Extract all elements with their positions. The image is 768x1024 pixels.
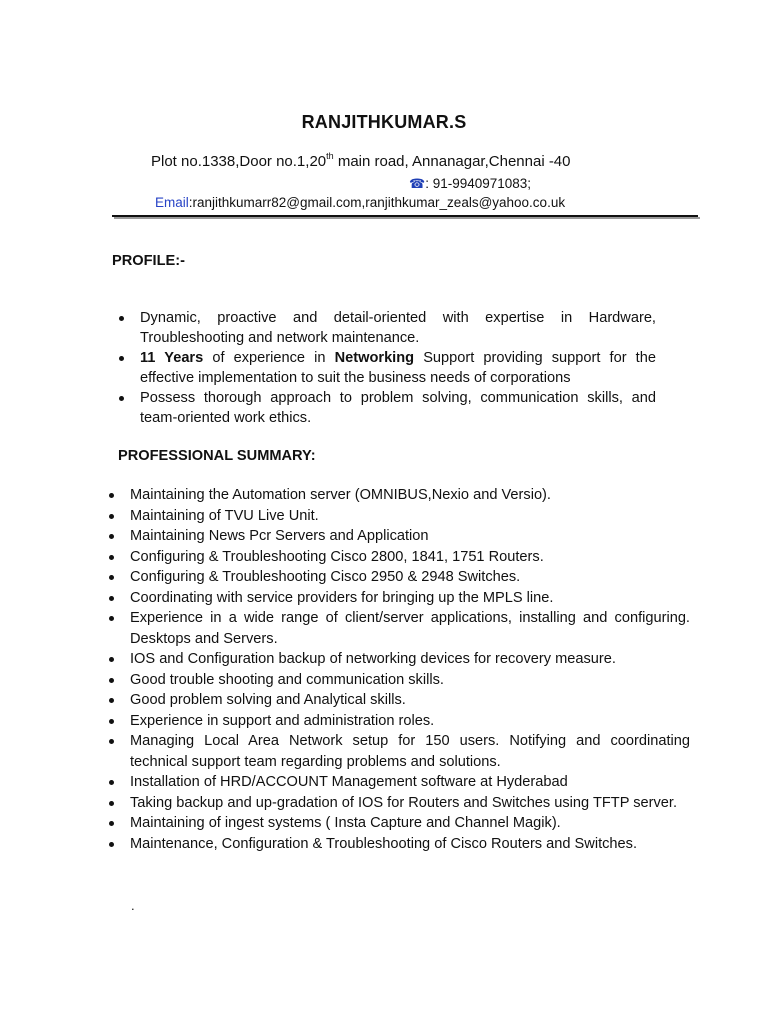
email-label: Email xyxy=(155,195,189,210)
list-item xyxy=(130,547,690,568)
profile-heading: PROFILE:- xyxy=(112,253,185,269)
trailing-mark: . xyxy=(131,898,135,913)
list-item xyxy=(130,649,690,670)
bullet-icon xyxy=(109,534,114,539)
email-value: :ranjithkumarr82@gmail.com,ranjithkumar_zeals@yahoo.co.uk xyxy=(188,195,566,210)
phone-number: : 91-9940971083; xyxy=(425,176,532,191)
bullet-icon xyxy=(109,616,114,621)
bullet-icon xyxy=(119,316,124,321)
bullet-icon xyxy=(109,801,114,806)
list-item xyxy=(130,588,690,609)
bullet-icon xyxy=(109,575,114,580)
address-superscript: th xyxy=(326,151,334,161)
list-item xyxy=(130,485,690,506)
list-item xyxy=(130,834,690,855)
phone-icon: ☎ xyxy=(409,176,426,191)
bullet-icon xyxy=(109,698,114,703)
profile-text xyxy=(140,348,656,388)
summary-text: Maintaining of TVU Live Unit. xyxy=(130,507,319,524)
list-item xyxy=(130,731,690,772)
bullet-icon xyxy=(109,780,114,785)
bullet-icon xyxy=(119,396,124,401)
summary-text: Managing Local Area Network setup for 150 users. Notifying and coordinating technical support team regarding problems and solutions. xyxy=(130,733,690,770)
summary-text: Good problem solving and Analytical skills. xyxy=(130,692,406,708)
email-line xyxy=(155,195,565,210)
list-item xyxy=(140,388,656,428)
list-item xyxy=(130,711,690,732)
list-item xyxy=(140,308,656,348)
bullet-icon xyxy=(109,657,114,662)
bullet-icon xyxy=(109,514,114,519)
summary-text: Coordinating with service providers for bringing up the MPLS line. xyxy=(130,589,554,606)
bullet-icon xyxy=(109,842,114,847)
networking-bold: Networking xyxy=(334,350,415,366)
summary-text: Maintaining News Pcr Servers and Application xyxy=(130,528,429,544)
summary-text: Configuring & Troubleshooting Cisco 2800, 1841, 1751 Routers. xyxy=(130,548,544,565)
bullet-icon xyxy=(109,739,114,744)
summary-text: Good trouble shooting and communication skills. xyxy=(130,671,444,688)
summary-text: Maintaining the Automation server (OMNIBUS,Nexio and Versio). xyxy=(130,487,551,503)
list-item xyxy=(130,608,690,649)
summary-heading: PROFESSIONAL SUMMARY: xyxy=(118,448,316,464)
header-divider xyxy=(112,215,698,217)
list-item xyxy=(130,772,690,793)
list-item xyxy=(130,670,690,691)
years-bold: 11 Years xyxy=(140,350,204,366)
bullet-icon xyxy=(109,493,114,498)
bullet-icon xyxy=(119,356,124,361)
profile-text: Possess thorough approach to problem solving, communication skills, and team-oriented work ethics. xyxy=(140,390,656,426)
address-part: Plot no.1338,Door no.1,20 xyxy=(151,153,327,170)
summary-text: Installation of HRD/ACCOUNT Management software at Hyderabad xyxy=(130,774,568,790)
list-item xyxy=(130,567,690,588)
bullet-icon xyxy=(109,821,114,826)
phone-line xyxy=(409,176,531,192)
list-item xyxy=(130,506,690,527)
list-item xyxy=(130,813,690,834)
summary-text: IOS and Configuration backup of networking devices for recovery measure. xyxy=(130,651,616,667)
list-item xyxy=(140,348,656,388)
summary-text: Experience in a wide range of client/server applications, installing and configuring. Desktops and Servers. xyxy=(130,610,690,647)
list-item xyxy=(130,690,690,711)
list-item xyxy=(130,793,690,814)
address-part: main road, Annanagar,Chennai -40 xyxy=(333,153,571,170)
bullet-icon xyxy=(109,678,114,683)
bullet-icon xyxy=(109,555,114,560)
candidate-name: RANJITHKUMAR.S xyxy=(301,112,467,132)
summary-text: Maintaining of ingest systems ( Insta Capture and Channel Magik). xyxy=(130,815,561,831)
profile-list xyxy=(140,308,656,428)
summary-text: Configuring & Troubleshooting Cisco 2950 & 2948 Switches. xyxy=(130,569,521,585)
summary-text: Experience in support and administration roles. xyxy=(130,712,435,729)
summary-text: Maintenance, Configuration & Troubleshooting of Cisco Routers and Switches. xyxy=(130,835,638,852)
address-line xyxy=(151,152,571,170)
text-part: of experience in xyxy=(203,350,335,366)
text-part: Support providing support for the effective implementation to suit the business needs of corporations xyxy=(140,350,656,386)
summary-list xyxy=(130,485,690,854)
bullet-icon xyxy=(109,596,114,601)
summary-text: Taking backup and up-gradation of IOS for Routers and Switches using TFTP server. xyxy=(130,794,678,811)
bullet-icon xyxy=(109,719,114,724)
profile-text: Dynamic, proactive and detail-oriented with expertise in Hardware, Troubleshooting and network maintenance. xyxy=(140,310,656,346)
list-item xyxy=(130,526,690,547)
